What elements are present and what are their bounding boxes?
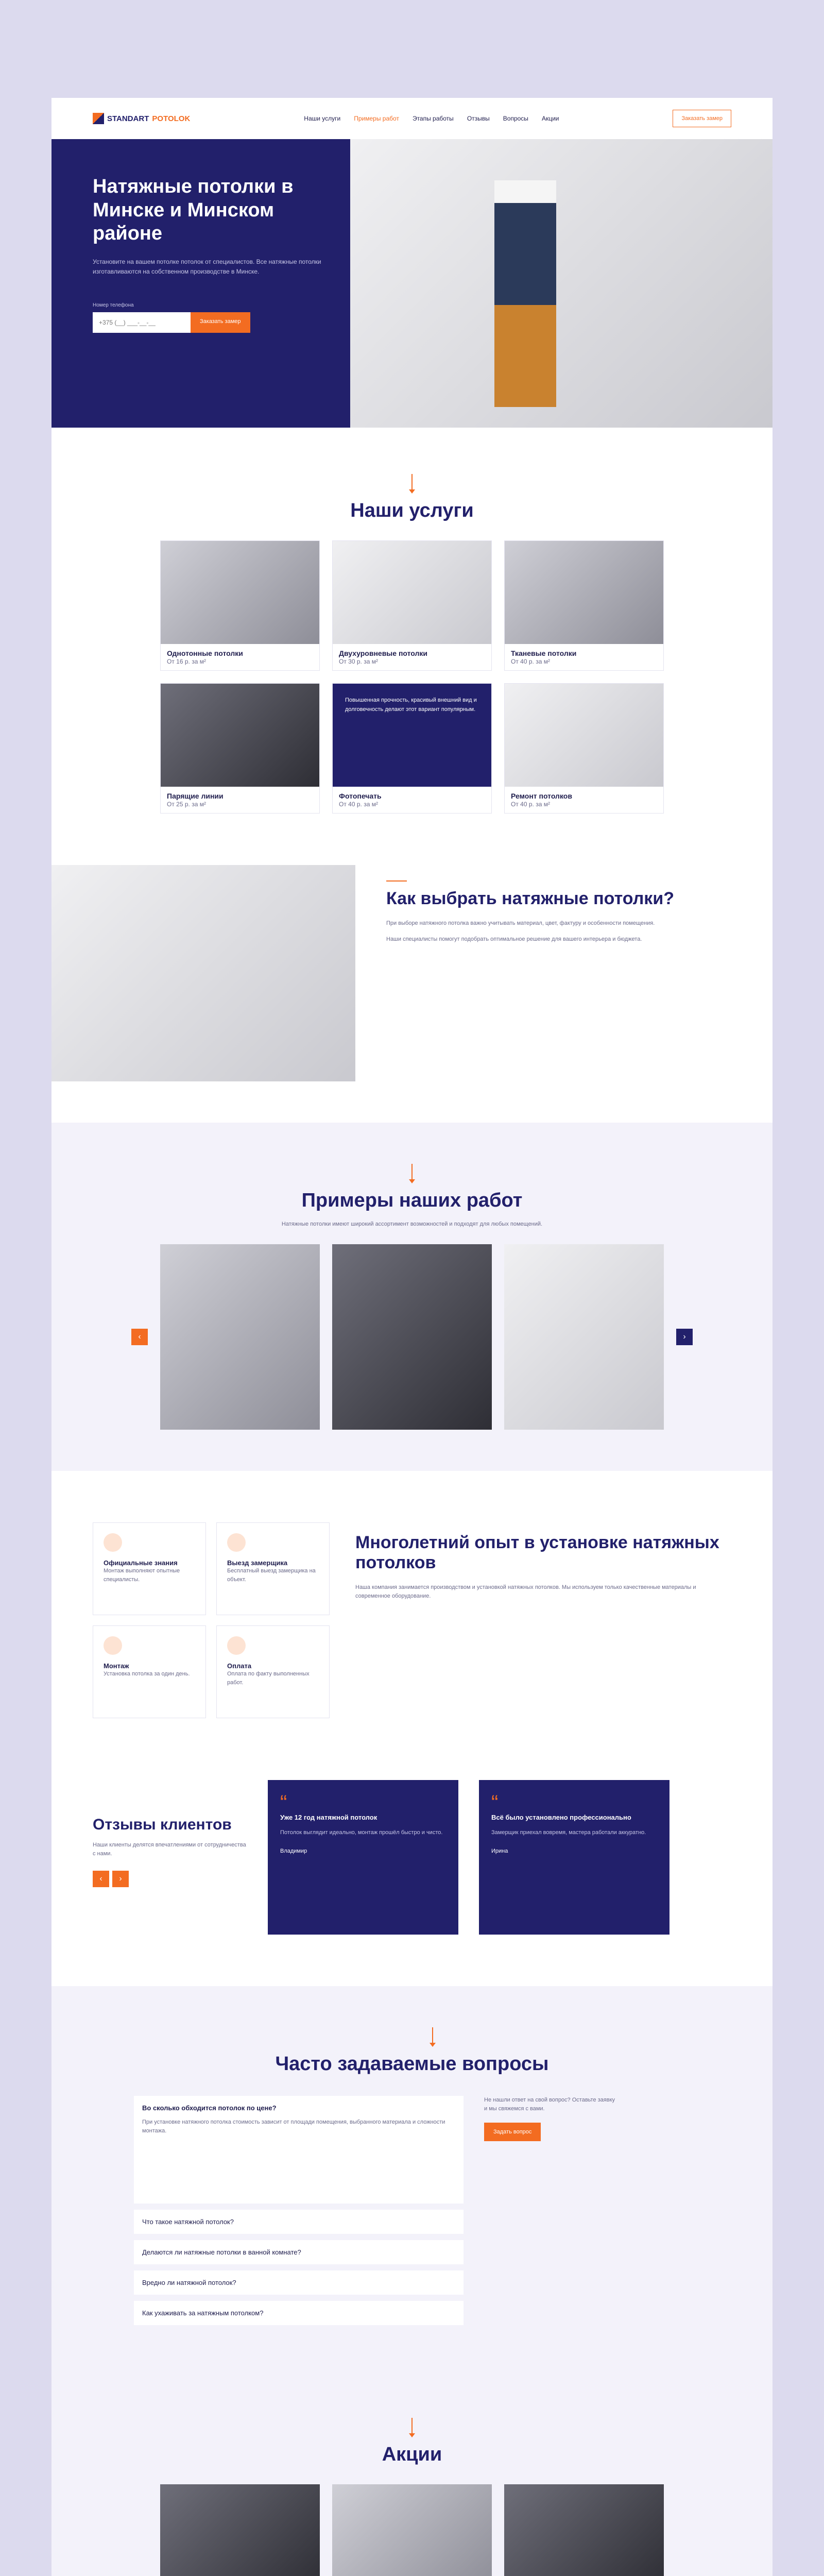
promo-section — [52, 2371, 772, 2576]
main-nav — [304, 115, 559, 122]
feature-card: Официальные знания Монтаж выполняют опытные специалисты. — [93, 1522, 206, 1615]
arrow-down-icon — [411, 1164, 413, 1182]
tools-icon — [104, 1636, 122, 1655]
arrow-down-icon — [411, 2418, 413, 2436]
desktop-mockup — [52, 98, 772, 2576]
choose-photo — [52, 865, 355, 1081]
nav-item[interactable]: Этапы работы — [412, 115, 454, 122]
reviews-next-button[interactable]: › — [112, 1871, 129, 1887]
experience-section: Официальные знания Монтаж выполняют опытные специалисты. Выезд замерщика Бесплатный выезд замерщика на объект. Монтаж Установка потолка за один день. Оплата Оплата по факту выполненных работ. Многолетний опыт в установке натяжных потолков Наша компания занимается производством и установкой натяжных потолков. Мы используем только качественные материалы и современное оборудование. — [52, 1471, 772, 1770]
faq-title: Часто задаваемые вопросы — [275, 2053, 549, 2075]
logo-mark-icon — [93, 113, 104, 124]
accent-line — [386, 880, 407, 882]
wallet-icon — [227, 1636, 246, 1655]
service-card[interactable]: Двухуровневые потолки От 30 р. за м² — [332, 540, 492, 671]
quote-icon: “ — [280, 1791, 287, 1815]
hero-text: Установите на вашем потолке потолок от специалистов. Все натяжные потолки изготавливаются на собственном производстве в Минске. — [93, 258, 321, 275]
review-card: “ Уже 12 год натяжной потолок Потолок выглядит идеально, монтаж прошёл быстро и чисто. Владимир — [268, 1780, 458, 1935]
reviews-section: Отзывы клиентов Наши клиенты делятся впечатлениями от сотрудничества с нами. ‹ › “ Уже 12 год натяжной потолок Потолок выглядит идеально, монтаж прошёл быстро и чисто. Владимир “ Всё было установлено профессионально Замерщик приехал вовремя, мастера работали аккуратно. Ирина — [52, 1770, 772, 1986]
faq-item[interactable]: Вредно ли натяжной потолок? — [134, 2270, 464, 2295]
nav-item[interactable]: Отзывы — [467, 115, 490, 122]
worker-figure — [494, 180, 556, 407]
work-photo — [504, 1244, 664, 1430]
service-card[interactable]: Парящие линии От 25 р. за м² — [160, 683, 320, 814]
shield-icon — [104, 1533, 122, 1552]
header-cta-button[interactable]: Заказать замер — [673, 110, 731, 127]
nav-item[interactable]: Наши услуги — [304, 115, 341, 122]
phone-input[interactable] — [93, 312, 191, 333]
reviews-prev-button[interactable]: ‹ — [93, 1871, 109, 1887]
faq-section: Часто задаваемые вопросы Во сколько обходится потолок по цене? При установке натяжного потолка стоимость зависит от площади помещения, выбранного материала и сложности монтажа. Что такое натяжной потолок? Делаются ли натяжные потолки в ванной комнате? Вредно ли натяжной потолок? Как ухаживать за натяжным потолком? Не нашли ответ на свой вопрос? Оставьте заявку и мы свяжемся с вами. Задать вопрос — [52, 1986, 772, 2371]
arrow-down-icon — [432, 2027, 433, 2046]
feature-card: Выезд замерщика Бесплатный выезд замерщика на объект. — [216, 1522, 330, 1615]
service-card-active[interactable]: Повышенная прочность, красивый внешний вид и долговечность делают этот вариант популярным. Фотопечать От 40 р. за м² — [332, 683, 492, 814]
review-card: “ Всё было установлено профессионально Замерщик приехал вовремя, мастера работали аккуратно. Ирина — [479, 1780, 670, 1935]
services-section — [52, 428, 772, 844]
hero-cta-button[interactable]: Заказать замер — [191, 312, 250, 333]
faq-item[interactable]: Делаются ли натяжные потолки в ванной комнате? — [134, 2240, 464, 2264]
how-title: Как выбрать натяжные потолки? — [386, 889, 674, 908]
reviews-title: Отзывы клиентов — [93, 1816, 232, 1834]
faq-item[interactable]: Как ухаживать за натяжным потолком? — [134, 2301, 464, 2325]
works-title: Примеры наших работ — [301, 1190, 523, 1211]
faq-item-open[interactable]: Во сколько обходится потолок по цене? При установке натяжного потолка стоимость зависит от площади помещения, выбранного материала и сложности монтажа. — [134, 2096, 464, 2204]
nav-item[interactable]: Акции — [541, 115, 559, 122]
experience-title: Многолетний опыт в установке натяжных потолков — [355, 1533, 719, 1573]
promo-title: Акции — [382, 2444, 442, 2466]
work-photo — [160, 1244, 320, 1430]
feature-card: Оплата Оплата по факту выполненных работ. — [216, 1625, 330, 1718]
service-card[interactable]: Однотонные потолки От 16 р. за м² — [160, 540, 320, 671]
faq-cta-button[interactable]: Задать вопрос — [484, 2123, 541, 2141]
promo-card[interactable] — [160, 2484, 320, 2576]
hero-input-label: Номер телефона — [93, 302, 134, 309]
hero-photo — [350, 139, 772, 428]
how-section: Как выбрать натяжные потолки? При выборе натяжного потолка важно учитывать материал, цвет, фактуру и особенности помещения. Наши специалисты помогут подобрать оптимальное решение для вашего интерьера и бюджета. — [52, 844, 772, 1123]
feature-card: Монтаж Установка потолка за один день. — [93, 1625, 206, 1718]
promo-card[interactable] — [504, 2484, 664, 2576]
work-photo — [332, 1244, 492, 1430]
service-card[interactable]: Ремонт потолков От 40 р. за м² — [504, 683, 664, 814]
works-section: Примеры наших работ Натяжные потолки имеют широкий ассортимент возможностей и подходят для любых помещений. ‹ › — [52, 1123, 772, 1471]
promo-card[interactable] — [332, 2484, 492, 2576]
quote-icon: “ — [491, 1791, 499, 1815]
arrow-down-icon — [411, 474, 413, 493]
service-card[interactable]: Тканевые потолки От 40 р. за м² — [504, 540, 664, 671]
services-title: Наши услуги — [350, 500, 474, 521]
car-icon — [227, 1533, 246, 1552]
slider-prev-button[interactable]: ‹ — [131, 1329, 148, 1345]
slider-next-button[interactable]: › — [676, 1329, 693, 1345]
faq-item[interactable]: Что такое натяжной потолок? — [134, 2210, 464, 2234]
logo[interactable]: STANDART POTOLOK — [93, 113, 190, 124]
hero — [52, 139, 772, 428]
nav-item[interactable]: Вопросы — [503, 115, 528, 122]
header — [52, 98, 772, 139]
hero-title: Натяжные потолки в Минске и Минском районе — [93, 176, 294, 245]
nav-item[interactable]: Примеры работ — [354, 115, 399, 122]
